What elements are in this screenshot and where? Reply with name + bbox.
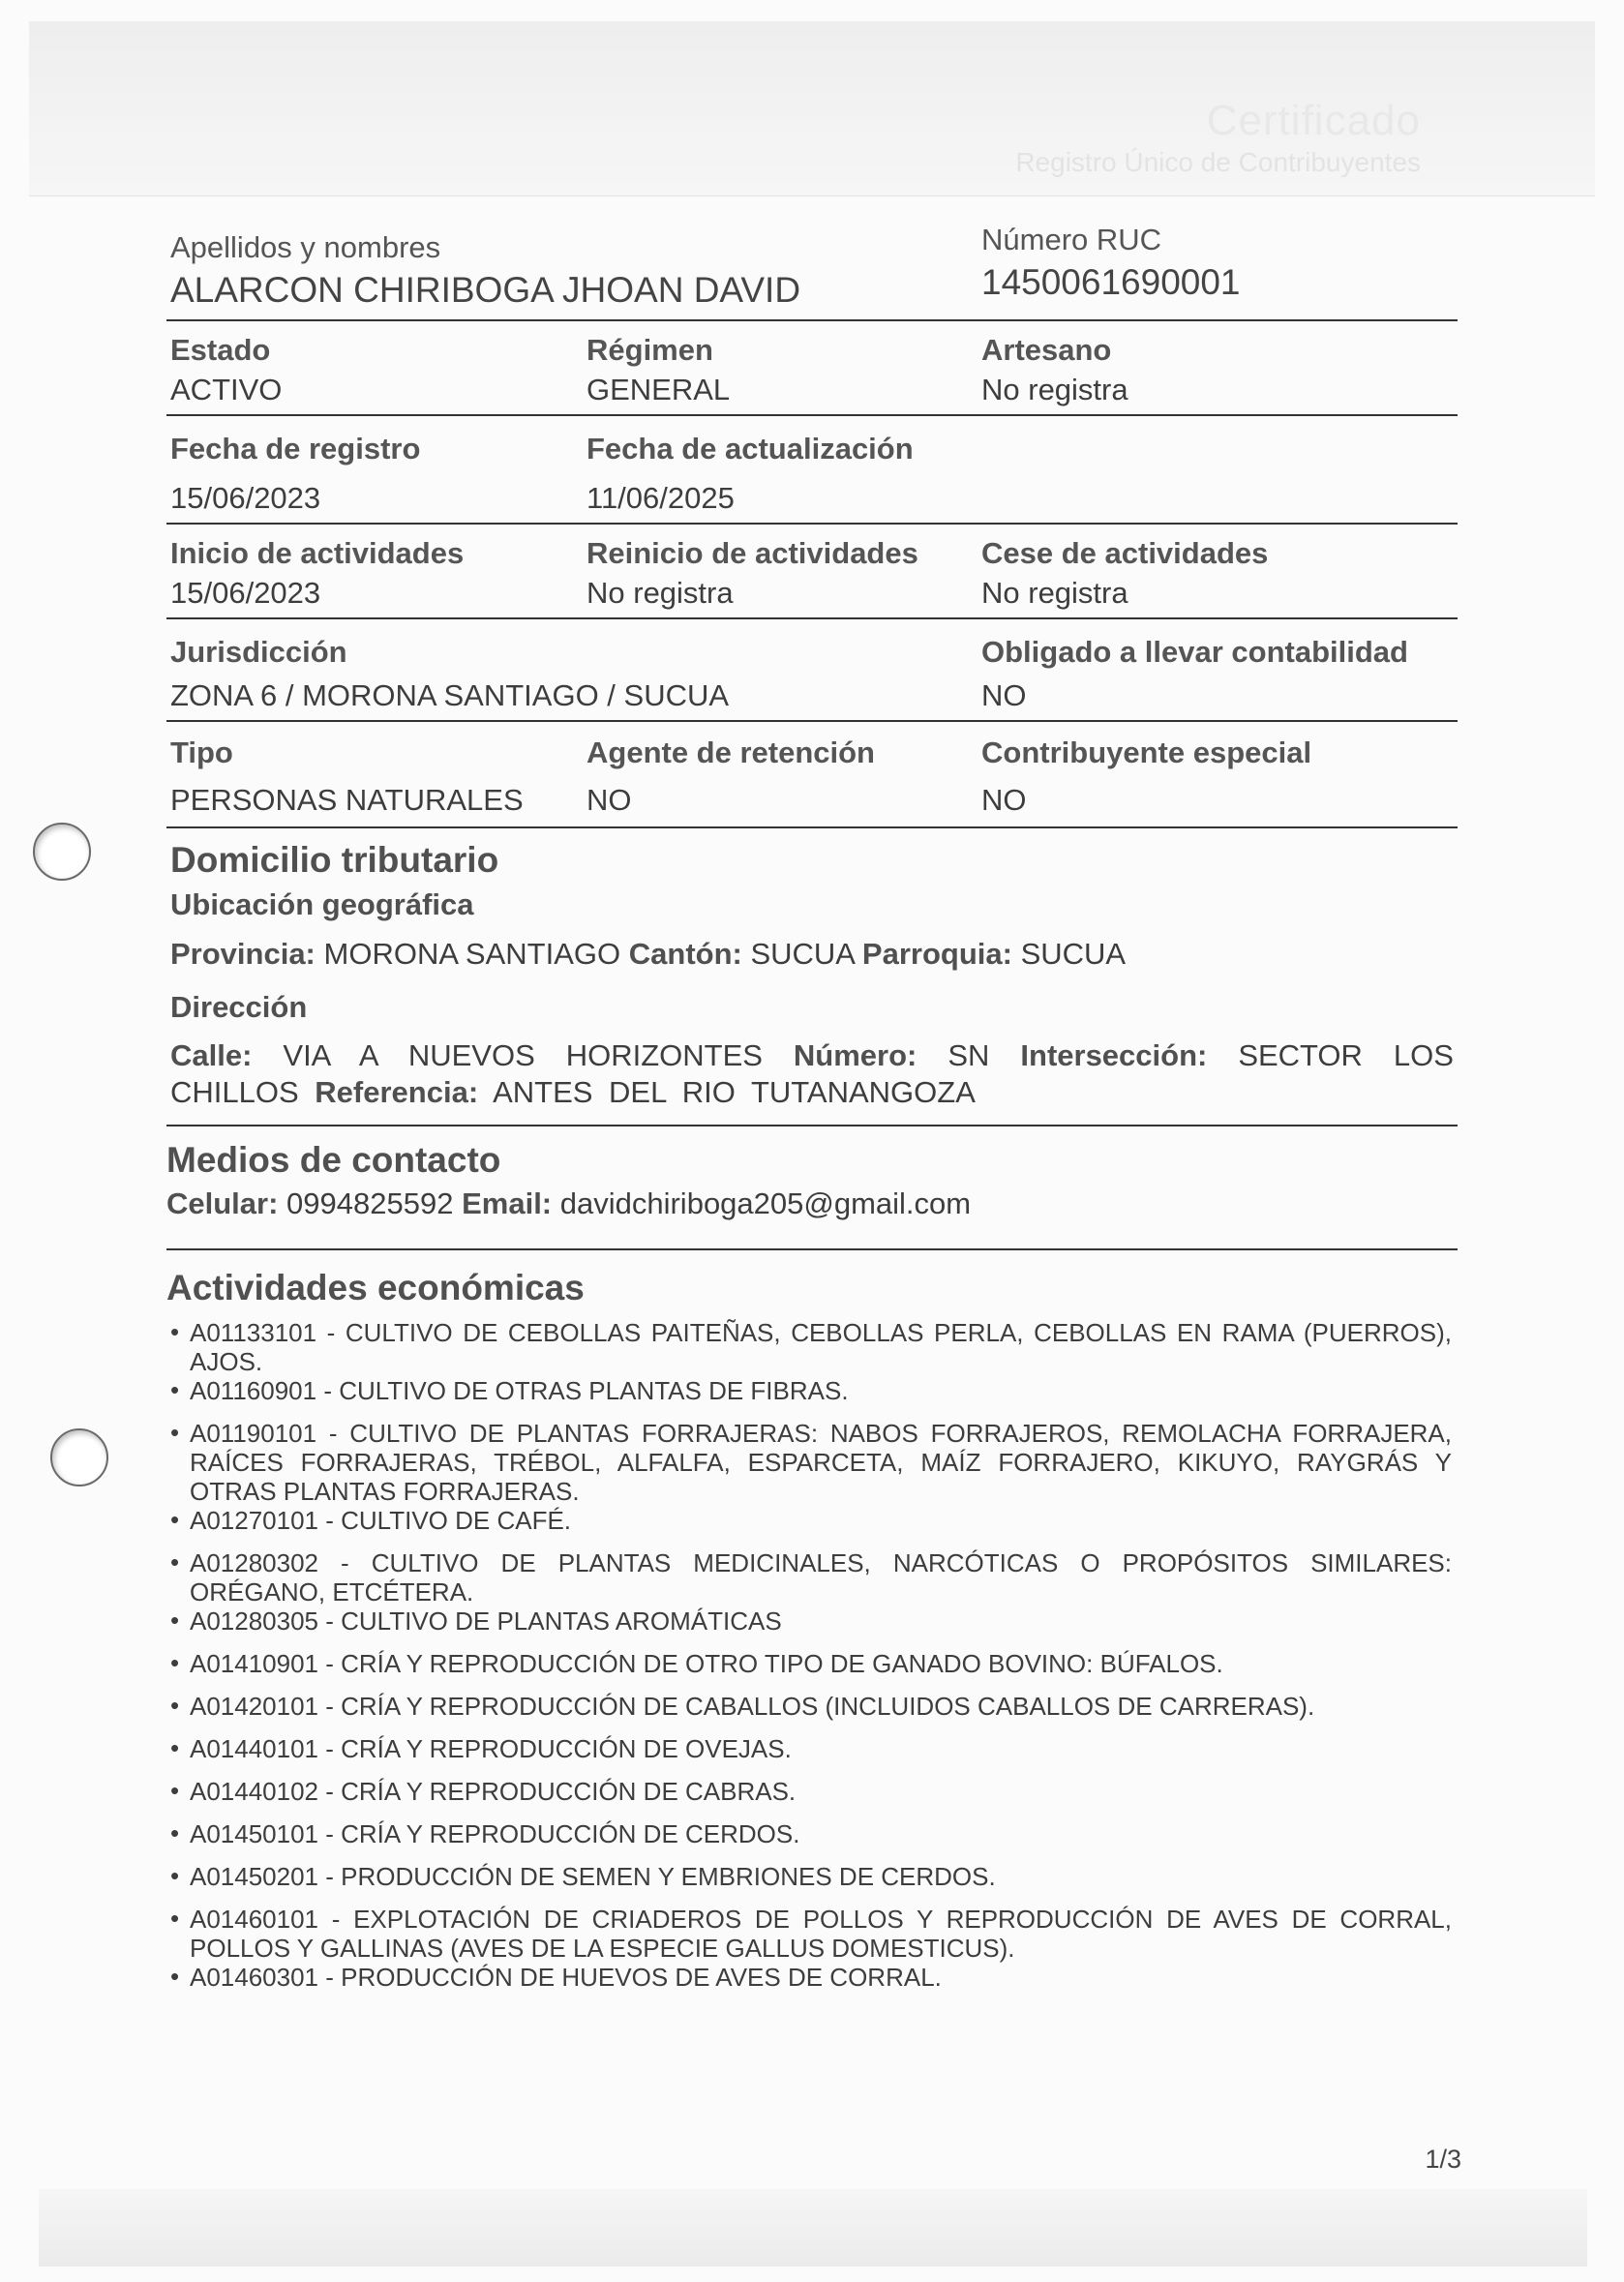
activity-text: A01270101 - CULTIVO DE CAFÉ. xyxy=(190,1506,572,1535)
bullet-icon: • xyxy=(170,1418,180,1447)
header-title: Certificado xyxy=(1206,97,1421,144)
bullet-icon: • xyxy=(170,1505,180,1534)
activity-text: A01420101 - CRÍA Y REPRODUCCIÓN DE CABALLOS (INCLUIDOS CABALLOS DE CARRERAS). xyxy=(190,1692,1315,1721)
domicilio-title: Domicilio tributario xyxy=(170,840,499,880)
contacto-title: Medios de contacto xyxy=(166,1140,501,1180)
activity-item xyxy=(166,1649,1452,1678)
registro-value: 15/06/2023 xyxy=(170,481,321,515)
activity-item xyxy=(166,1548,1452,1606)
agente-field xyxy=(583,734,977,821)
bullet-icon: • xyxy=(170,1818,180,1847)
activity-item xyxy=(166,1376,1452,1405)
parroquia-value: SUCUA xyxy=(1020,937,1127,971)
bullet-icon: • xyxy=(170,1648,180,1677)
bullet-icon: • xyxy=(170,1904,180,1933)
interseccion-value: SECTOR LOS CHILLOS xyxy=(170,1038,1454,1109)
agente-value: NO xyxy=(586,783,632,817)
activity-text: A01280302 - CULTIVO DE PLANTAS MEDICINALES, NARCÓTICAS O PROPÓSITOS SIMILARES: ORÉGANO, ETCÉTERA. xyxy=(190,1548,1452,1606)
provincia-label: Provincia: xyxy=(170,937,316,971)
provincia-value: MORONA SANTIAGO xyxy=(323,937,621,971)
activity-text: A01450201 - PRODUCCIÓN DE SEMEN Y EMBRIONES DE CERDOS. xyxy=(190,1862,996,1891)
bullet-icon: • xyxy=(170,1317,180,1346)
especial-value: NO xyxy=(981,783,1027,817)
activity-text: A01280305 - CULTIVO DE PLANTAS AROMÁTICAS xyxy=(190,1606,782,1636)
activity-text: A01410901 - CRÍA Y REPRODUCCIÓN DE OTRO TIPO DE GANADO BOVINO: BÚFALOS. xyxy=(190,1649,1223,1678)
numero-label: Número: xyxy=(793,1038,917,1072)
parroquia-label: Parroquia: xyxy=(861,937,1012,971)
activity-item xyxy=(166,1819,1452,1848)
cese-value: No registra xyxy=(981,576,1128,610)
direccion-text xyxy=(170,1037,1454,1111)
activity-text: A01460101 - EXPLOTACIÓN DE CRIADEROS DE POLLOS Y REPRODUCCIÓN DE AVES DE CORRAL, POLLOS Y GALLINAS (AVES DE LA ESPECIE GALLUS DOMESTICUS). xyxy=(190,1905,1452,1963)
jurisdiccion-field xyxy=(166,633,977,716)
actividades-section xyxy=(166,1250,1458,1992)
celular-value: 0994825592 xyxy=(286,1186,454,1220)
cese-label: Cese de actividades xyxy=(981,536,1269,570)
name-field xyxy=(166,221,977,314)
taxpayer-row xyxy=(166,221,1458,321)
ruc-field xyxy=(977,221,1458,314)
bullet-icon: • xyxy=(170,1733,180,1762)
header-subtitle: Registro Único de Contribuyentes xyxy=(1015,147,1421,177)
activity-item xyxy=(166,1777,1452,1806)
activity-item xyxy=(166,1734,1452,1763)
actualizacion-field xyxy=(583,430,977,519)
actividades-title: Actividades económicas xyxy=(166,1268,585,1307)
contabilidad-value: NO xyxy=(981,678,1027,712)
dates-row xyxy=(166,416,1458,525)
bullet-icon: • xyxy=(170,1375,180,1404)
activity-text: A01190101 - CULTIVO DE PLANTAS FORRAJERAS: NABOS FORRAJEROS, REMOLACHA FORRAJERA, RAÍCES FORRAJERAS, TRÉBOL, ALFALFA, ESPARCETA, MAÍZ FORRAJERO, KIKUYO, RAYGRÁS Y OTRAS PLANTAS FORRAJERAS. xyxy=(190,1419,1452,1506)
activity-text: A01460301 - PRODUCCIÓN DE HUEVOS DE AVES DE CORRAL. xyxy=(190,1963,942,1992)
referencia-value: ANTES DEL RIO TUTANANGOZA xyxy=(493,1075,976,1109)
registro-label: Fecha de registro xyxy=(170,432,421,465)
activity-item xyxy=(166,1318,1452,1376)
tipo-label: Tipo xyxy=(170,736,233,769)
estado-field xyxy=(166,331,583,410)
activity-item xyxy=(166,1419,1452,1506)
agente-label: Agente de retención xyxy=(586,736,875,769)
bullet-icon: • xyxy=(170,1547,180,1576)
activity-text: A01133101 - CULTIVO DE CEBOLLAS PAITEÑAS, CEBOLLAS PERLA, CEBOLLAS EN RAMA (PUERROS), AJOS. xyxy=(190,1318,1452,1376)
activity-text: A01160901 - CULTIVO DE OTRAS PLANTAS DE FIBRAS. xyxy=(190,1376,849,1405)
inicio-field xyxy=(166,534,583,614)
bullet-icon: • xyxy=(170,1962,180,1991)
ubicacion-line xyxy=(170,935,1454,974)
status-row xyxy=(166,321,1458,416)
reinicio-field xyxy=(583,534,977,614)
page-number: 1/3 xyxy=(1425,2145,1461,2174)
artesano-value: No registra xyxy=(981,373,1128,406)
inicio-value: 15/06/2023 xyxy=(170,576,321,610)
artesano-field xyxy=(977,331,1458,410)
estado-label: Estado xyxy=(170,333,271,367)
especial-label: Contribuyente especial xyxy=(981,736,1312,769)
jurisdiccion-value: ZONA 6 / MORONA SANTIAGO / SUCUA xyxy=(170,678,730,712)
celular-label: Celular: xyxy=(166,1186,279,1220)
type-row xyxy=(166,722,1458,828)
reinicio-value: No registra xyxy=(586,576,734,610)
regimen-value: GENERAL xyxy=(586,373,731,406)
activity-item xyxy=(166,1506,1452,1535)
ruc-label: Número RUC xyxy=(981,223,1162,256)
tipo-value: PERSONAS NATURALES xyxy=(170,783,524,817)
header-band xyxy=(29,21,1595,196)
regimen-label: Régimen xyxy=(586,333,713,367)
contabilidad-field xyxy=(977,633,1458,716)
estado-value: ACTIVO xyxy=(170,373,283,406)
activity-text: A01450101 - CRÍA Y REPRODUCCIÓN DE CERDOS. xyxy=(190,1819,800,1848)
numero-value: SN xyxy=(947,1038,990,1072)
regimen-field xyxy=(583,331,977,410)
artesano-label: Artesano xyxy=(981,333,1112,367)
actualizacion-label: Fecha de actualización xyxy=(586,432,914,465)
actualizacion-value: 11/06/2025 xyxy=(586,481,735,515)
contacto-section xyxy=(166,1126,1458,1250)
activity-item xyxy=(166,1963,1452,1992)
activity-item xyxy=(166,1905,1452,1963)
ubicacion-title: Ubicación geográfica xyxy=(170,887,474,921)
name-label: Apellidos y nombres xyxy=(170,230,441,264)
taxpayer-name: ALARCON CHIRIBOGA JHOAN DAVID xyxy=(170,270,801,310)
email-value: davidchiriboga205@gmail.com xyxy=(559,1186,972,1220)
calle-value: VIA A NUEVOS HORIZONTES xyxy=(283,1038,763,1072)
activity-item xyxy=(166,1692,1452,1721)
footer-band xyxy=(39,2189,1587,2267)
actividades-list xyxy=(166,1318,1458,1992)
canton-value: SUCUA xyxy=(750,937,855,971)
canton-label: Cantón: xyxy=(628,937,742,971)
reinicio-label: Reinicio de actividades xyxy=(586,536,918,570)
bullet-icon: • xyxy=(170,1691,180,1720)
calle-label: Calle: xyxy=(170,1038,253,1072)
domicilio-section xyxy=(166,828,1458,1126)
contacto-line xyxy=(166,1185,1458,1223)
empty-cell xyxy=(977,430,1458,519)
bullet-icon: • xyxy=(170,1776,180,1805)
bullet-icon: • xyxy=(170,1606,180,1635)
activity-text: A01440102 - CRÍA Y REPRODUCCIÓN DE CABRAS. xyxy=(190,1777,797,1806)
referencia-label: Referencia: xyxy=(315,1075,479,1109)
especial-field xyxy=(977,734,1458,821)
bullet-icon: • xyxy=(170,1861,180,1890)
cese-field xyxy=(977,534,1458,614)
tipo-field xyxy=(166,734,583,821)
activities-dates-row xyxy=(166,525,1458,619)
certificate-content xyxy=(166,221,1458,1992)
punch-hole-top xyxy=(33,823,91,881)
direccion-title: Dirección xyxy=(170,990,308,1024)
registro-field xyxy=(166,430,583,519)
inicio-label: Inicio de actividades xyxy=(170,536,465,570)
contabilidad-label: Obligado a llevar contabilidad xyxy=(981,635,1408,669)
interseccion-label: Intersección: xyxy=(1020,1038,1208,1072)
ruc-number: 1450061690001 xyxy=(981,262,1241,302)
jurisdiction-row xyxy=(166,619,1458,722)
activity-item xyxy=(166,1606,1452,1636)
activity-text: A01440101 - CRÍA Y REPRODUCCIÓN DE OVEJAS. xyxy=(190,1734,792,1763)
activity-item xyxy=(166,1862,1452,1891)
jurisdiccion-label: Jurisdicción xyxy=(170,635,347,669)
email-label: Email: xyxy=(462,1186,553,1220)
punch-hole-bottom xyxy=(50,1428,108,1486)
